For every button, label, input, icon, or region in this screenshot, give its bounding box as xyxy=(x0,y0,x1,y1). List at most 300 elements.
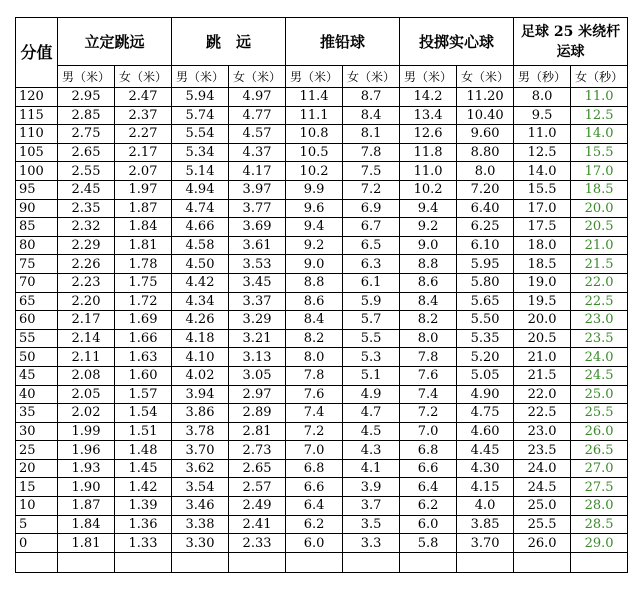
value-cell: 6.25 xyxy=(457,218,514,237)
value-cell: 4.34 xyxy=(172,292,229,311)
subheader-cell: 男（米） xyxy=(286,66,343,88)
value-cell: 1.81 xyxy=(115,236,172,255)
value-cell: 2.65 xyxy=(229,459,286,478)
value-cell: 24.5 xyxy=(514,478,571,497)
value-cell: 21.5 xyxy=(571,255,628,274)
value-cell: 4.74 xyxy=(172,199,229,218)
table-row xyxy=(16,162,628,181)
value-cell: 7.5 xyxy=(343,162,400,181)
value-cell: 9.0 xyxy=(286,255,343,274)
value-cell: 14.2 xyxy=(400,88,457,107)
value-cell: 3.61 xyxy=(229,236,286,255)
score-cell: 75 xyxy=(16,255,58,274)
value-cell: 4.17 xyxy=(229,162,286,181)
value-cell: 2.32 xyxy=(58,218,115,237)
value-cell: 3.45 xyxy=(229,273,286,292)
value-cell: 5.65 xyxy=(457,292,514,311)
value-cell: 3.77 xyxy=(229,199,286,218)
value-cell: 17.5 xyxy=(514,218,571,237)
score-cell: 70 xyxy=(16,273,58,292)
value-cell: 9.2 xyxy=(286,236,343,255)
value-cell: 2.29 xyxy=(58,236,115,255)
value-cell: 9.4 xyxy=(400,199,457,218)
value-cell: 4.7 xyxy=(343,404,400,423)
table-row xyxy=(16,534,628,553)
score-cell: 120 xyxy=(16,88,58,107)
table-row xyxy=(16,236,628,255)
value-cell: 9.5 xyxy=(514,106,571,125)
subheader-cell: 女（米） xyxy=(457,66,514,88)
value-cell: 9.2 xyxy=(400,218,457,237)
value-cell: 7.2 xyxy=(343,180,400,199)
value-cell: 14.0 xyxy=(514,162,571,181)
value-cell: 4.5 xyxy=(343,422,400,441)
value-cell: 23.5 xyxy=(514,441,571,460)
score-cell: 15 xyxy=(16,478,58,497)
value-cell: 7.4 xyxy=(400,385,457,404)
value-cell: 2.97 xyxy=(229,385,286,404)
value-cell: 19.0 xyxy=(514,273,571,292)
event-header-medicine-ball: 投掷实心球 xyxy=(400,18,514,66)
value-cell: 28.0 xyxy=(571,497,628,516)
value-cell: 9.9 xyxy=(286,180,343,199)
value-cell: 9.60 xyxy=(457,125,514,144)
subheader-cell: 女（米） xyxy=(229,66,286,88)
value-cell: 8.2 xyxy=(400,311,457,330)
value-cell: 6.0 xyxy=(400,515,457,534)
value-cell: 14.0 xyxy=(571,125,628,144)
value-cell: 10.2 xyxy=(400,180,457,199)
table-row xyxy=(16,88,628,107)
value-cell: 3.46 xyxy=(172,497,229,516)
empty-row xyxy=(16,552,628,572)
score-cell: 35 xyxy=(16,404,58,423)
value-cell: 7.4 xyxy=(286,404,343,423)
table-row xyxy=(16,404,628,423)
score-table xyxy=(15,17,628,573)
value-cell: 10.40 xyxy=(457,106,514,125)
value-cell: 1.84 xyxy=(58,515,115,534)
subheader-cell: 男（米） xyxy=(400,66,457,88)
value-cell: 26.0 xyxy=(571,422,628,441)
value-cell: 5.7 xyxy=(343,311,400,330)
event-header-standing-long-jump: 立定跳远 xyxy=(58,18,172,66)
value-cell: 22.0 xyxy=(514,385,571,404)
value-cell: 4.90 xyxy=(457,385,514,404)
value-cell: 3.7 xyxy=(343,497,400,516)
value-cell: 1.69 xyxy=(115,311,172,330)
value-cell: 2.47 xyxy=(115,88,172,107)
value-cell: 3.38 xyxy=(172,515,229,534)
score-cell: 105 xyxy=(16,143,58,162)
value-cell: 2.14 xyxy=(58,329,115,348)
value-cell: 5.34 xyxy=(172,143,229,162)
value-cell: 24.5 xyxy=(571,366,628,385)
value-cell: 4.45 xyxy=(457,441,514,460)
value-cell: 2.26 xyxy=(58,255,115,274)
value-cell: 5.80 xyxy=(457,273,514,292)
value-cell: 9.0 xyxy=(400,236,457,255)
value-cell: 8.0 xyxy=(457,162,514,181)
value-cell: 7.8 xyxy=(400,348,457,367)
value-cell: 25.5 xyxy=(514,515,571,534)
value-cell: 4.77 xyxy=(229,106,286,125)
value-cell: 2.81 xyxy=(229,422,286,441)
value-cell: 12.5 xyxy=(514,143,571,162)
table-row xyxy=(16,311,628,330)
score-cell: 30 xyxy=(16,422,58,441)
value-cell: 23.0 xyxy=(514,422,571,441)
score-cell: 65 xyxy=(16,292,58,311)
value-cell: 8.6 xyxy=(400,273,457,292)
table-row xyxy=(16,478,628,497)
score-cell: 20 xyxy=(16,459,58,478)
value-cell: 6.5 xyxy=(343,236,400,255)
event-header-long-jump: 跳 远 xyxy=(172,18,286,66)
value-cell: 13.4 xyxy=(400,106,457,125)
value-cell: 18.5 xyxy=(514,255,571,274)
value-cell: 9.4 xyxy=(286,218,343,237)
table-row xyxy=(16,255,628,274)
empty-cell xyxy=(172,552,229,572)
value-cell: 2.17 xyxy=(58,311,115,330)
value-cell: 4.10 xyxy=(172,348,229,367)
value-cell: 7.2 xyxy=(286,422,343,441)
value-cell: 6.6 xyxy=(286,478,343,497)
value-cell: 1.99 xyxy=(58,422,115,441)
value-cell: 5.50 xyxy=(457,311,514,330)
value-cell: 3.05 xyxy=(229,366,286,385)
score-table-body xyxy=(16,88,628,573)
subheader-cell: 女（米） xyxy=(343,66,400,88)
subheader-cell: 女（秒） xyxy=(571,66,628,88)
value-cell: 22.5 xyxy=(571,292,628,311)
value-cell: 23.0 xyxy=(571,311,628,330)
value-cell: 6.0 xyxy=(286,534,343,553)
table-row xyxy=(16,459,628,478)
value-cell: 8.8 xyxy=(286,273,343,292)
table-row xyxy=(16,292,628,311)
score-cell: 100 xyxy=(16,162,58,181)
value-cell: 11.0 xyxy=(400,162,457,181)
table-row xyxy=(16,366,628,385)
value-cell: 3.21 xyxy=(229,329,286,348)
empty-cell xyxy=(400,552,457,572)
value-cell: 3.70 xyxy=(172,441,229,460)
score-cell: 85 xyxy=(16,218,58,237)
value-cell: 10.8 xyxy=(286,125,343,144)
value-cell: 8.1 xyxy=(343,125,400,144)
value-cell: 12.5 xyxy=(571,106,628,125)
empty-cell xyxy=(514,552,571,572)
score-cell: 95 xyxy=(16,180,58,199)
score-cell: 40 xyxy=(16,385,58,404)
value-cell: 2.17 xyxy=(115,143,172,162)
score-cell: 110 xyxy=(16,125,58,144)
value-cell: 8.0 xyxy=(286,348,343,367)
value-cell: 24.0 xyxy=(571,348,628,367)
value-cell: 21.0 xyxy=(514,348,571,367)
table-row xyxy=(16,497,628,516)
value-cell: 25.0 xyxy=(571,385,628,404)
value-cell: 6.2 xyxy=(400,497,457,516)
value-cell: 3.37 xyxy=(229,292,286,311)
value-cell: 23.5 xyxy=(571,329,628,348)
value-cell: 5.35 xyxy=(457,329,514,348)
table-row xyxy=(16,385,628,404)
value-cell: 6.4 xyxy=(400,478,457,497)
value-cell: 3.62 xyxy=(172,459,229,478)
value-cell: 4.18 xyxy=(172,329,229,348)
value-cell: 1.63 xyxy=(115,348,172,367)
value-cell: 6.8 xyxy=(286,459,343,478)
value-cell: 6.4 xyxy=(286,497,343,516)
value-cell: 4.42 xyxy=(172,273,229,292)
value-cell: 7.0 xyxy=(286,441,343,460)
value-cell: 1.42 xyxy=(115,478,172,497)
score-cell: 55 xyxy=(16,329,58,348)
value-cell: 4.58 xyxy=(172,236,229,255)
value-cell: 1.33 xyxy=(115,534,172,553)
value-cell: 25.5 xyxy=(571,404,628,423)
value-cell: 8.8 xyxy=(400,255,457,274)
score-cell: 50 xyxy=(16,348,58,367)
value-cell: 2.07 xyxy=(115,162,172,181)
value-cell: 3.3 xyxy=(343,534,400,553)
value-cell: 1.45 xyxy=(115,459,172,478)
value-cell: 18.0 xyxy=(514,236,571,255)
value-cell: 7.0 xyxy=(400,422,457,441)
value-cell: 1.72 xyxy=(115,292,172,311)
empty-cell xyxy=(457,552,514,572)
value-cell: 7.20 xyxy=(457,180,514,199)
value-cell: 22.5 xyxy=(514,404,571,423)
value-cell: 8.7 xyxy=(343,88,400,107)
value-cell: 4.75 xyxy=(457,404,514,423)
value-cell: 1.51 xyxy=(115,422,172,441)
event-header-shot-put: 推铅球 xyxy=(286,18,400,66)
subheader-cell: 男（米） xyxy=(172,66,229,88)
value-cell: 3.53 xyxy=(229,255,286,274)
table-row xyxy=(16,441,628,460)
value-cell: 6.6 xyxy=(400,459,457,478)
value-cell: 2.27 xyxy=(115,125,172,144)
value-cell: 8.0 xyxy=(514,88,571,107)
score-cell: 60 xyxy=(16,311,58,330)
value-cell: 3.85 xyxy=(457,515,514,534)
score-cell: 45 xyxy=(16,366,58,385)
table-row xyxy=(16,199,628,218)
value-cell: 7.8 xyxy=(286,366,343,385)
value-cell: 3.13 xyxy=(229,348,286,367)
value-cell: 8.0 xyxy=(400,329,457,348)
value-cell: 15.5 xyxy=(514,180,571,199)
empty-cell xyxy=(58,552,115,572)
value-cell: 4.30 xyxy=(457,459,514,478)
value-cell: 7.6 xyxy=(400,366,457,385)
value-cell: 27.0 xyxy=(571,459,628,478)
empty-cell xyxy=(115,552,172,572)
score-table-container xyxy=(15,17,628,573)
value-cell: 1.97 xyxy=(115,180,172,199)
value-cell: 25.0 xyxy=(514,497,571,516)
value-cell: 5.1 xyxy=(343,366,400,385)
subheader-cell: 女（米） xyxy=(115,66,172,88)
table-row xyxy=(16,422,628,441)
value-cell: 3.94 xyxy=(172,385,229,404)
value-cell: 7.6 xyxy=(286,385,343,404)
value-cell: 5.74 xyxy=(172,106,229,125)
value-cell: 1.66 xyxy=(115,329,172,348)
event-header-football-dribble: 足球 25 米绕杆运球 xyxy=(514,18,628,66)
table-row xyxy=(16,143,628,162)
value-cell: 1.84 xyxy=(115,218,172,237)
value-cell: 9.6 xyxy=(286,199,343,218)
value-cell: 19.5 xyxy=(514,292,571,311)
value-cell: 2.75 xyxy=(58,125,115,144)
value-cell: 20.5 xyxy=(571,218,628,237)
table-row xyxy=(16,329,628,348)
value-cell: 11.20 xyxy=(457,88,514,107)
value-cell: 5.5 xyxy=(343,329,400,348)
value-cell: 22.0 xyxy=(571,273,628,292)
score-cell: 90 xyxy=(16,199,58,218)
value-cell: 8.4 xyxy=(286,311,343,330)
value-cell: 5.94 xyxy=(172,88,229,107)
score-cell: 10 xyxy=(16,497,58,516)
value-cell: 4.0 xyxy=(457,497,514,516)
value-cell: 3.29 xyxy=(229,311,286,330)
value-cell: 1.90 xyxy=(58,478,115,497)
value-cell: 6.7 xyxy=(343,218,400,237)
value-cell: 18.5 xyxy=(571,180,628,199)
value-cell: 1.36 xyxy=(115,515,172,534)
value-cell: 1.93 xyxy=(58,459,115,478)
value-cell: 11.4 xyxy=(286,88,343,107)
value-cell: 4.50 xyxy=(172,255,229,274)
value-cell: 8.4 xyxy=(400,292,457,311)
value-cell: 7.2 xyxy=(400,404,457,423)
value-cell: 11.1 xyxy=(286,106,343,125)
score-cell: 5 xyxy=(16,515,58,534)
value-cell: 2.02 xyxy=(58,404,115,423)
value-cell: 20.5 xyxy=(514,329,571,348)
value-cell: 8.2 xyxy=(286,329,343,348)
value-cell: 2.23 xyxy=(58,273,115,292)
value-cell: 2.33 xyxy=(229,534,286,553)
value-cell: 6.40 xyxy=(457,199,514,218)
value-cell: 3.97 xyxy=(229,180,286,199)
value-cell: 8.80 xyxy=(457,143,514,162)
value-cell: 6.1 xyxy=(343,273,400,292)
value-cell: 3.30 xyxy=(172,534,229,553)
value-cell: 10.5 xyxy=(286,143,343,162)
empty-cell xyxy=(343,552,400,572)
value-cell: 8.6 xyxy=(286,292,343,311)
value-cell: 4.60 xyxy=(457,422,514,441)
value-cell: 8.4 xyxy=(343,106,400,125)
value-cell: 4.3 xyxy=(343,441,400,460)
value-cell: 27.5 xyxy=(571,478,628,497)
value-cell: 3.9 xyxy=(343,478,400,497)
value-cell: 2.11 xyxy=(58,348,115,367)
value-cell: 2.37 xyxy=(115,106,172,125)
value-cell: 11.8 xyxy=(400,143,457,162)
value-cell: 2.49 xyxy=(229,497,286,516)
value-cell: 20.0 xyxy=(571,199,628,218)
value-cell: 1.87 xyxy=(58,497,115,516)
value-cell: 1.81 xyxy=(58,534,115,553)
value-cell: 3.70 xyxy=(457,534,514,553)
value-cell: 2.20 xyxy=(58,292,115,311)
value-cell: 1.60 xyxy=(115,366,172,385)
value-cell: 4.57 xyxy=(229,125,286,144)
value-cell: 6.8 xyxy=(400,441,457,460)
value-cell: 4.26 xyxy=(172,311,229,330)
subheader-cell: 男（秒） xyxy=(514,66,571,88)
value-cell: 5.54 xyxy=(172,125,229,144)
value-cell: 2.41 xyxy=(229,515,286,534)
table-row xyxy=(16,125,628,144)
value-cell: 5.8 xyxy=(400,534,457,553)
value-cell: 4.94 xyxy=(172,180,229,199)
value-cell: 5.3 xyxy=(343,348,400,367)
value-cell: 2.55 xyxy=(58,162,115,181)
value-cell: 26.0 xyxy=(514,534,571,553)
value-cell: 11.0 xyxy=(571,88,628,107)
value-cell: 2.73 xyxy=(229,441,286,460)
value-cell: 5.05 xyxy=(457,366,514,385)
value-cell: 7.8 xyxy=(343,143,400,162)
table-row xyxy=(16,348,628,367)
value-cell: 3.69 xyxy=(229,218,286,237)
value-cell: 6.10 xyxy=(457,236,514,255)
value-cell: 4.37 xyxy=(229,143,286,162)
value-cell: 3.78 xyxy=(172,422,229,441)
table-row xyxy=(16,218,628,237)
value-cell: 26.5 xyxy=(571,441,628,460)
value-cell: 21.0 xyxy=(571,236,628,255)
empty-cell xyxy=(286,552,343,572)
value-cell: 2.65 xyxy=(58,143,115,162)
value-cell: 1.48 xyxy=(115,441,172,460)
value-cell: 2.85 xyxy=(58,106,115,125)
value-cell: 11.0 xyxy=(514,125,571,144)
score-cell: 115 xyxy=(16,106,58,125)
value-cell: 15.5 xyxy=(571,143,628,162)
empty-cell xyxy=(571,552,628,572)
value-cell: 1.39 xyxy=(115,497,172,516)
value-cell: 12.6 xyxy=(400,125,457,144)
value-cell: 4.1 xyxy=(343,459,400,478)
subheader-cell: 男（米） xyxy=(58,66,115,88)
value-cell: 2.35 xyxy=(58,199,115,218)
value-cell: 2.95 xyxy=(58,88,115,107)
score-cell: 25 xyxy=(16,441,58,460)
value-cell: 17.0 xyxy=(514,199,571,218)
score-column-header: 分值 xyxy=(16,18,58,88)
value-cell: 4.97 xyxy=(229,88,286,107)
value-cell: 1.78 xyxy=(115,255,172,274)
value-cell: 5.14 xyxy=(172,162,229,181)
value-cell: 21.5 xyxy=(514,366,571,385)
table-row xyxy=(16,273,628,292)
value-cell: 2.57 xyxy=(229,478,286,497)
value-cell: 4.02 xyxy=(172,366,229,385)
value-cell: 4.66 xyxy=(172,218,229,237)
value-cell: 2.45 xyxy=(58,180,115,199)
table-row xyxy=(16,180,628,199)
